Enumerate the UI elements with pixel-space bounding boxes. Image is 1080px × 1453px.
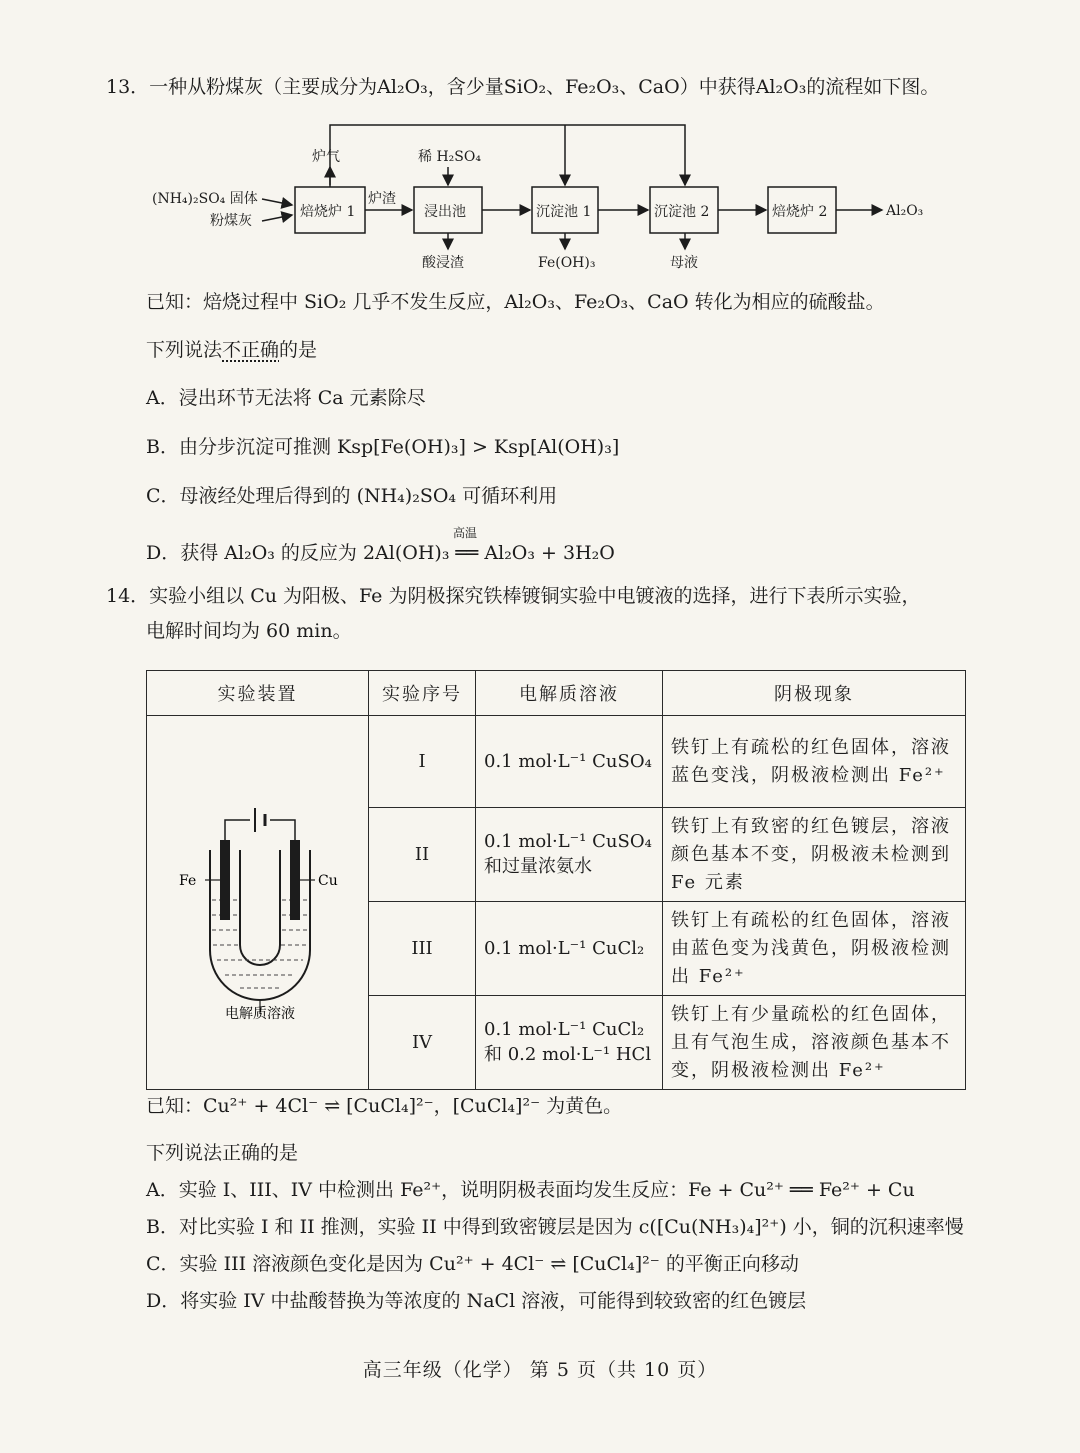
row-observation: 铁钉上有致密的红色镀层，溶液颜色基本不变，阴极液未检测到 Fe 元素 xyxy=(663,808,966,902)
q14-prompt: 下列说法正确的是 xyxy=(146,1142,299,1164)
q14-option-a: A．实验 I、III、IV 中检测出 Fe²⁺，说明阴极表面均发生反应：Fe + Cu²⁺ ══ Fe²⁺ + Cu xyxy=(146,1179,915,1201)
q14-option-c: C．实验 III 溶液颜色变化是因为 Cu²⁺ + 4Cl⁻ ⇌ [CuCl₄]²⁻ 的平衡正向移动 xyxy=(146,1253,799,1275)
table-row xyxy=(147,716,966,808)
flow-input-ammonium-sulfate: (NH₄)₂SO₄ 固体 xyxy=(152,191,258,207)
flow-acid-residue: 酸浸渣 xyxy=(422,255,464,271)
cu-electrode xyxy=(290,840,300,920)
q14-option-d: D．将实验 IV 中盐酸替换为等浓度的 NaCl 溶液，可能得到较致密的红色镀层 xyxy=(146,1290,807,1312)
flow-product-alumina: Al₂O₃ xyxy=(886,203,924,219)
page-footer: 高三年级（化学） 第 5 页（共 10 页） xyxy=(362,1359,718,1381)
table-header: 阴极现象 xyxy=(663,671,966,716)
u-tube-apparatus xyxy=(155,780,355,1020)
q13-prompt-emphasis: 不正确 xyxy=(222,339,280,361)
table-header: 电解质溶液 xyxy=(476,671,663,716)
table-header: 实验序号 xyxy=(369,671,476,716)
row-observation: 铁钉上有疏松的红色固体，溶液蓝色变浅，阴极液检测出 Fe²⁺ xyxy=(663,716,966,808)
q14-stem-line1: 14．实验小组以 Cu 为阳极、Fe 为阴极探究铁棒镀铜实验中电镀液的选择，进行下表所示实验， xyxy=(106,585,921,607)
box-precip-tank-2-label: 沉淀池 2 xyxy=(654,204,710,220)
flow-iron-hydroxide: Fe(OH)₃ xyxy=(538,255,596,271)
q13-option-b: B．由分步沉淀可推测 Ksp[Fe(OH)₃] > Ksp[Al(OH)₃] xyxy=(146,436,620,458)
fe-electrode xyxy=(220,840,230,920)
flow-mother-liquor: 母液 xyxy=(670,255,698,271)
row-solution: 0.1 mol·L⁻¹ CuSO₄ 和过量浓氨水 xyxy=(476,808,663,902)
recycle-arrow-to-tank2 xyxy=(330,125,685,185)
q13-prompt-post: 的是 xyxy=(279,339,318,361)
flow-dilute-acid: 稀 H₂SO₄ xyxy=(418,149,481,165)
flow-furnace-gas: 炉气 xyxy=(312,149,340,165)
u-tube-inner xyxy=(240,850,280,965)
q14-stem-line2: 电解时间均为 60 min。 xyxy=(146,620,352,642)
cu-label: Cu xyxy=(318,873,338,889)
q13-known: 已知：焙烧过程中 SiO₂ 几乎不发生反应，Al₂O₃、Fe₂O₃、CaO 转化为相应的硫酸盐。 xyxy=(146,291,885,313)
row-number: I xyxy=(369,716,476,808)
row-number: II xyxy=(369,808,476,902)
process-flow-diagram xyxy=(140,115,960,275)
box-precip-tank-1-label: 沉淀池 1 xyxy=(536,204,592,220)
table-header: 实验装置 xyxy=(147,671,369,716)
q13-option-a: A．浸出环节无法将 Ca 元素除尽 xyxy=(146,387,426,409)
box-roaster-2-label: 焙烧炉 2 xyxy=(772,204,828,220)
q13-option-d: D．获得 Al₂O₃ 的反应为 2Al(OH)₃ ══ Al₂O₃ + 3H₂O xyxy=(146,542,615,564)
q13-option-d-condition: 高温 xyxy=(453,526,478,540)
experiment-table xyxy=(146,670,966,1090)
row-number: III xyxy=(369,902,476,996)
q13-prompt-pre: 下列说法 xyxy=(146,339,223,361)
flow-slag: 炉渣 xyxy=(368,191,396,207)
q13-prompt xyxy=(146,337,317,363)
q13-option-c: C．母液经处理后得到的 (NH₄)₂SO₄ 可循环利用 xyxy=(146,485,558,507)
device-cell xyxy=(147,716,369,1090)
q14-known: 已知：Cu²⁺ + 4Cl⁻ ⇌ [CuCl₄]²⁻，[CuCl₄]²⁻ 为黄色。 xyxy=(146,1095,623,1117)
row-solution: 0.1 mol·L⁻¹ CuCl₂ 和 0.2 mol·L⁻¹ HCl xyxy=(476,996,663,1090)
row-observation: 铁钉上有少量疏松的红色固体，且有气泡生成，溶液颜色基本不变，阴极液检测出 Fe²⁺ xyxy=(663,996,966,1090)
table-header-row xyxy=(147,671,966,716)
row-number: IV xyxy=(369,996,476,1090)
flow-input-fly-ash: 粉煤灰 xyxy=(210,213,252,229)
row-solution: 0.1 mol·L⁻¹ CuCl₂ xyxy=(476,902,663,996)
row-solution: 0.1 mol·L⁻¹ CuSO₄ xyxy=(476,716,663,808)
electrolyte-label: 电解质溶液 xyxy=(225,1006,295,1020)
row-observation: 铁钉上有疏松的红色固体，溶液由蓝色变为浅黄色，阴极液检测出 Fe²⁺ xyxy=(663,902,966,996)
q14-option-b: B．对比实验 I 和 II 推测，实验 II 中得到致密镀层是因为 c([Cu(NH₃)₄]²⁺) 小，铜的沉积速率慢 xyxy=(146,1216,964,1238)
q13-stem: 13．一种从粉煤灰（主要成分为Al₂O₃，含少量SiO₂、Fe₂O₃、CaO）中获得Al₂O₃的流程如下图。 xyxy=(106,76,940,98)
fe-label: Fe xyxy=(179,873,197,889)
box-leach-tank-label: 浸出池 xyxy=(424,204,466,220)
box-roaster-1-label: 焙烧炉 1 xyxy=(300,204,356,220)
